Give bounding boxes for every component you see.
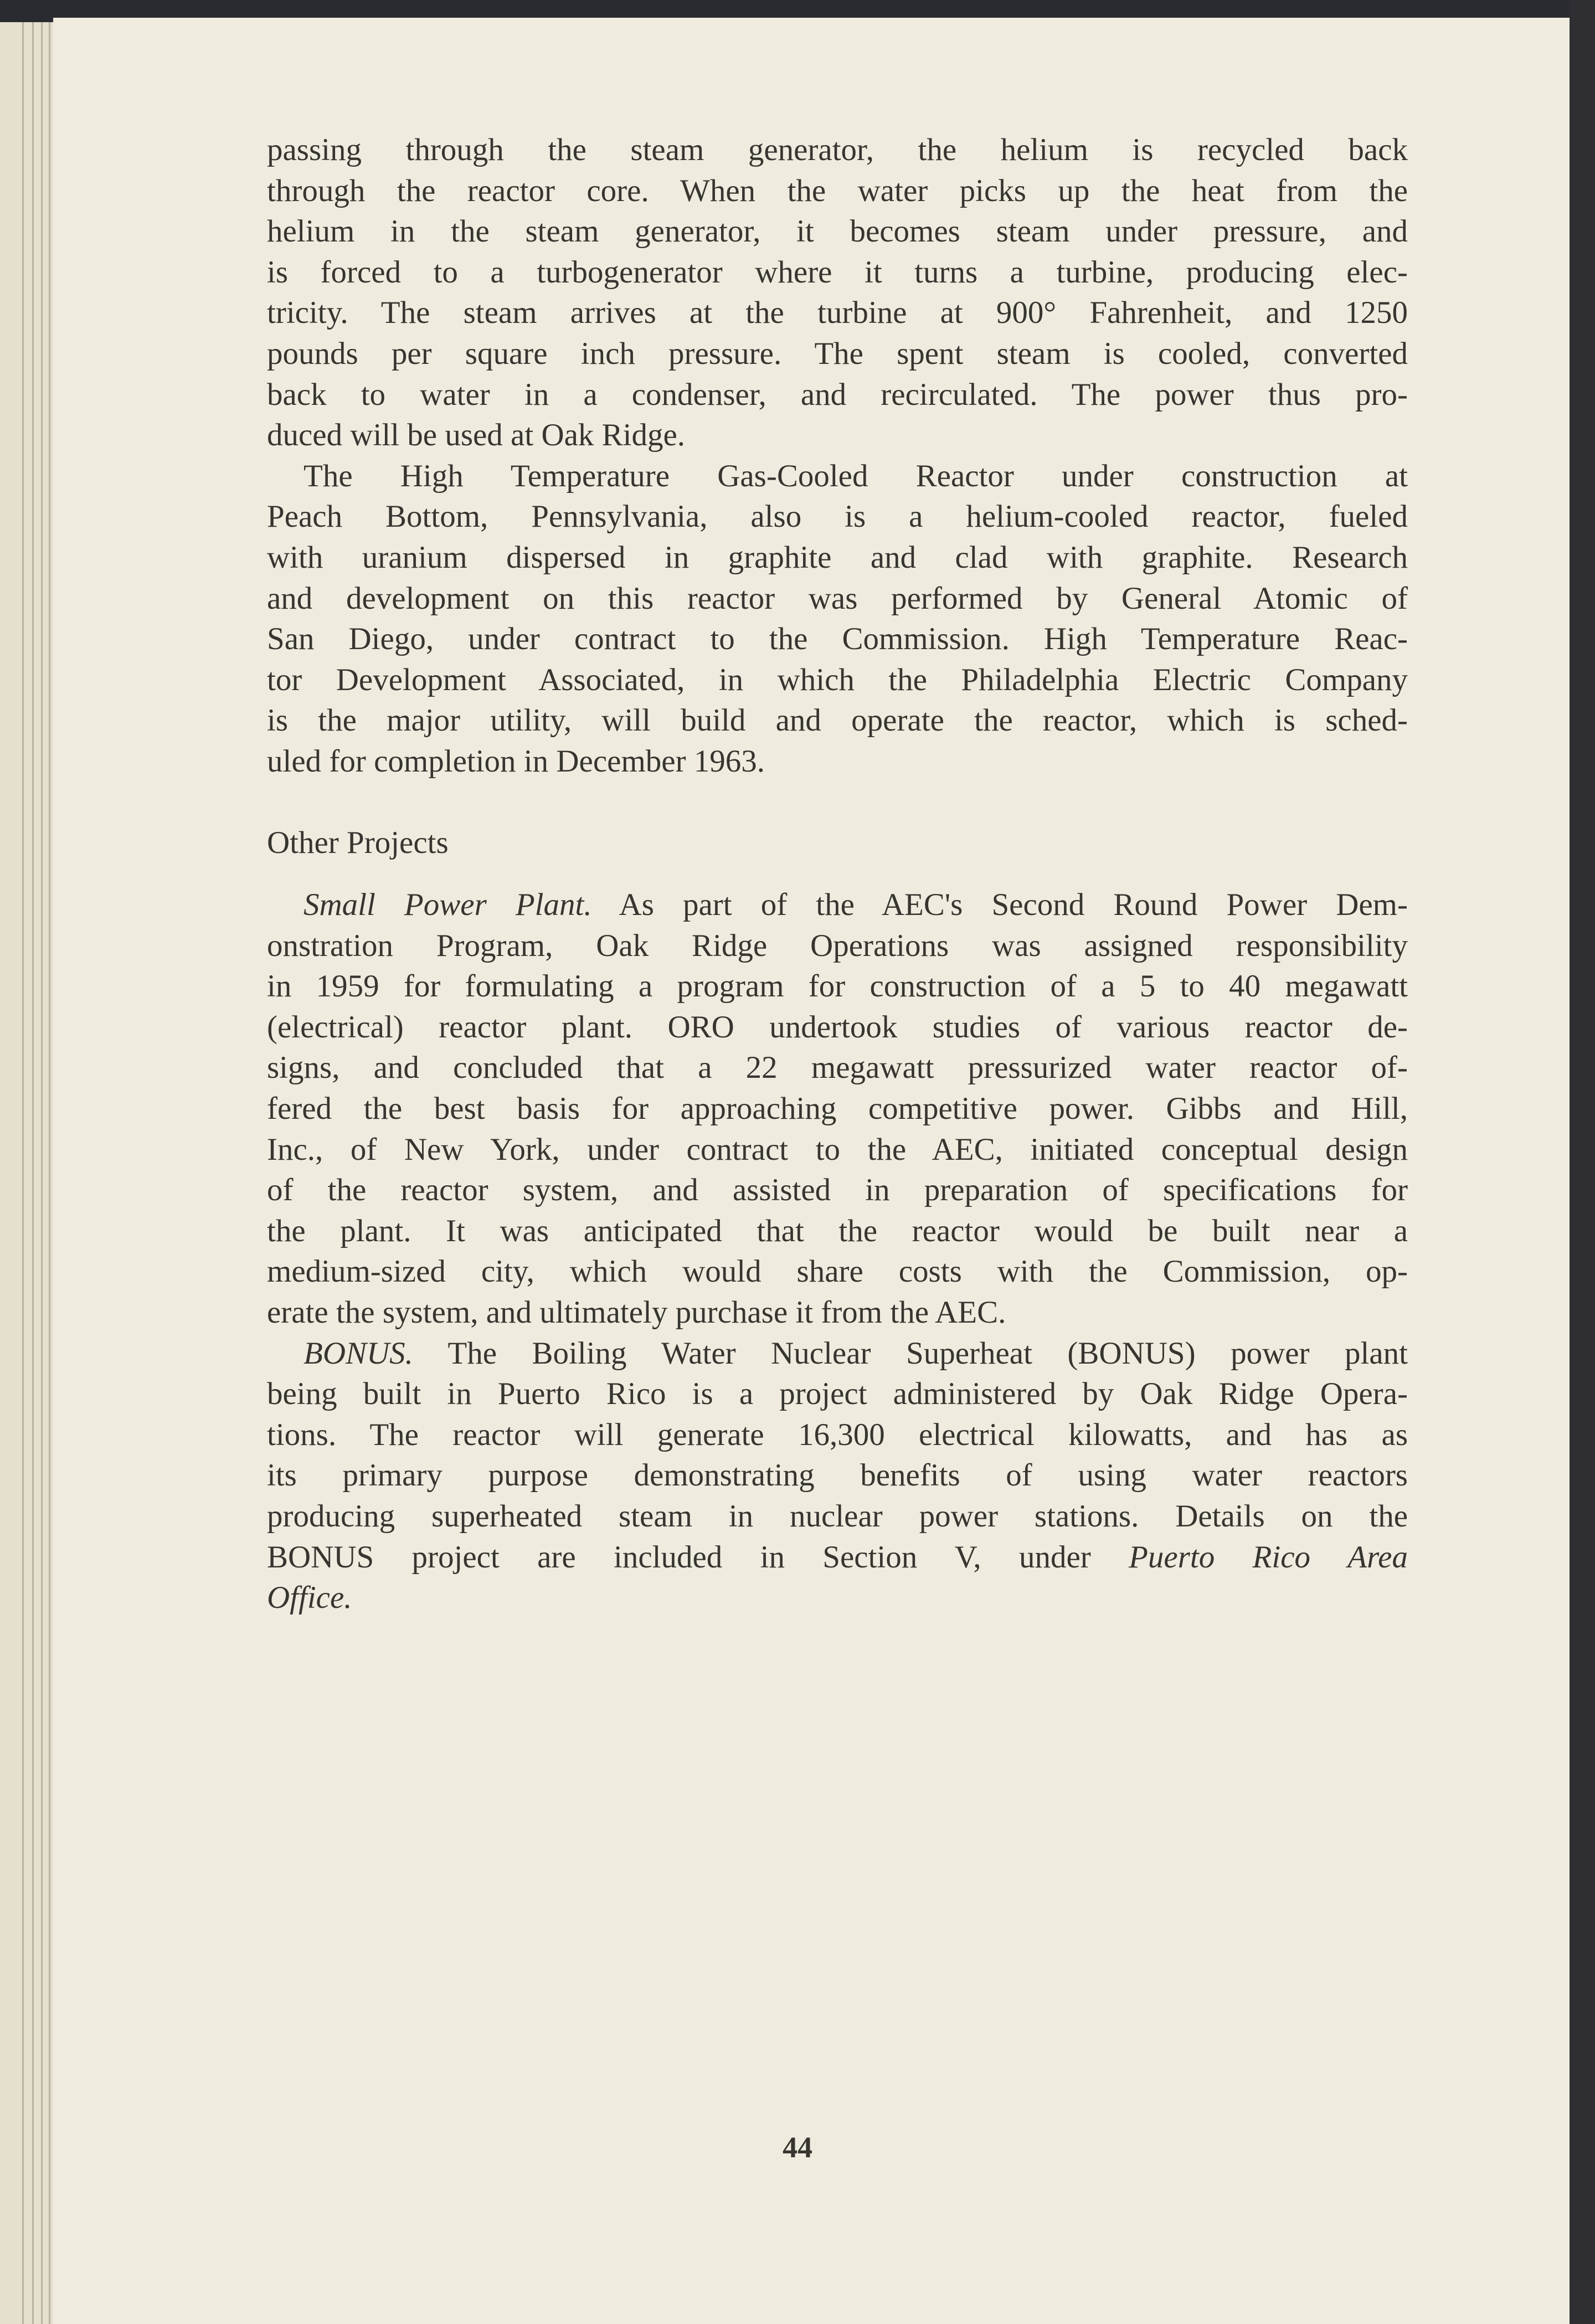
text-line	[267, 537, 1408, 578]
line-text: being built in Puerto Rico is a project administered by Oak Ridge Opera-	[267, 1376, 1408, 1412]
line-text: onstration Program, Oak Ridge Operations was assigned responsibility	[267, 928, 1408, 963]
line-text: tor Development Associated, in which the Philadelphia Electric Company	[267, 662, 1408, 697]
line-text: producing superheated steam in nuclear power stations. Details on the	[267, 1498, 1408, 1534]
text-line	[267, 1415, 1408, 1456]
text-line	[267, 252, 1408, 293]
text-line	[267, 1129, 1408, 1170]
line-text: passing through the steam generator, the helium is recycled back	[267, 132, 1408, 167]
text-line	[267, 374, 1408, 415]
line-text: back to water in a condenser, and recirculated. The power thus pro-	[267, 377, 1408, 412]
italic-text: Office.	[267, 1580, 352, 1616]
line-text: San Diego, under contract to the Commission. High Temperature Reac-	[267, 621, 1408, 657]
line-text: The High Temperature Gas-Cooled Reactor under construction at	[303, 458, 1408, 493]
text-line	[267, 496, 1408, 537]
text-line	[267, 130, 1408, 171]
text-line	[267, 292, 1408, 333]
text-line	[267, 619, 1408, 660]
text-line	[267, 1496, 1408, 1537]
text-line	[267, 1292, 1408, 1333]
line-text: erate the system, and ultimately purchase it from the AEC.	[267, 1294, 1006, 1330]
text-line	[267, 926, 1408, 966]
line-text: is the major utility, will build and operate the reactor, which is sched-	[267, 703, 1408, 738]
text-line	[267, 1088, 1408, 1129]
text-line	[267, 1577, 1408, 1618]
text-line	[267, 1251, 1408, 1292]
line-text: tions. The reactor will generate 16,300 electrical kilowatts, and has as	[267, 1417, 1408, 1452]
line-text: Inc., of New York, under contract to the AEC, initiated conceptual design	[267, 1132, 1408, 1167]
italic-text: BONUS.	[303, 1335, 413, 1371]
line-text: its primary purpose demonstrating benefits of using water reactors	[267, 1458, 1408, 1493]
text-line	[267, 333, 1408, 374]
body-text-top	[267, 130, 1408, 782]
line-text: the plant. It was anticipated that the reactor would be built near a	[267, 1213, 1408, 1248]
line-text: BONUS project are included in Section V, under	[267, 1539, 1129, 1575]
text-line	[267, 1170, 1408, 1211]
line-text: helium in the steam generator, it becomes steam under pressure, and	[267, 214, 1408, 249]
text-line	[267, 700, 1408, 741]
page-edges	[0, 22, 61, 2324]
line-text: medium-sized city, which would share costs with the Commission, op-	[267, 1254, 1408, 1289]
text-line	[267, 578, 1408, 619]
italic-text: Small Power Plant.	[303, 887, 592, 922]
text-line	[267, 1007, 1408, 1048]
text-line	[267, 1333, 1408, 1374]
text-line	[267, 966, 1408, 1007]
line-text: signs, and concluded that a 22 megawatt pressurized water reactor of-	[267, 1050, 1408, 1086]
page-number: 44	[783, 2131, 812, 2164]
line-text: through the reactor core. When the water picks up the heat from the	[267, 173, 1408, 208]
line-text: tricity. The steam arrives at the turbine at 900° Fahrenheit, and 1250	[267, 295, 1408, 331]
line-text: fered the best basis for approaching competitive power. Gibbs and Hill,	[267, 1091, 1408, 1126]
line-text: pounds per square inch pressure. The spent steam is cooled, converted	[267, 336, 1408, 371]
background-edge	[1570, 0, 1595, 2324]
text-line	[267, 1211, 1408, 1252]
text-line	[267, 1047, 1408, 1088]
line-text: in 1959 for formulating a program for construction of a 5 to 40 megawatt	[267, 969, 1408, 1004]
line-text: is forced to a turbogenerator where it turns a turbine, producing elec-	[267, 254, 1408, 290]
text-line	[267, 1537, 1408, 1578]
text-line	[267, 171, 1408, 212]
text-line	[267, 1374, 1408, 1415]
line-text: and development on this reactor was performed by General Atomic of	[267, 580, 1408, 616]
text-line	[267, 456, 1408, 497]
text-line	[267, 1455, 1408, 1496]
body-text-other-projects	[267, 885, 1408, 1618]
text-line	[267, 741, 1408, 782]
text-line	[267, 885, 1408, 926]
line-text: with uranium dispersed in graphite and clad with graphite. Research	[267, 539, 1408, 575]
line-text: uled for completion in December 1963.	[267, 743, 765, 779]
line-text: As part of the AEC's Second Round Power Dem-	[591, 887, 1408, 922]
line-text: (electrical) reactor plant. ORO undertook studies of various reactor de-	[267, 1009, 1408, 1045]
text-line	[267, 415, 1408, 456]
text-line	[267, 660, 1408, 701]
line-text: of the reactor system, and assisted in preparation of specifications for	[267, 1173, 1408, 1208]
italic-text: Puerto Rico Area	[1129, 1539, 1408, 1575]
line-text: The Boiling Water Nuclear Superheat (BONUS) power plant	[413, 1335, 1408, 1371]
section-heading: Other Projects	[267, 825, 449, 860]
line-text: duced will be used at Oak Ridge.	[267, 418, 686, 453]
line-text: Peach Bottom, Pennsylvania, also is a helium-cooled reactor, fueled	[267, 499, 1408, 534]
text-line	[267, 211, 1408, 252]
